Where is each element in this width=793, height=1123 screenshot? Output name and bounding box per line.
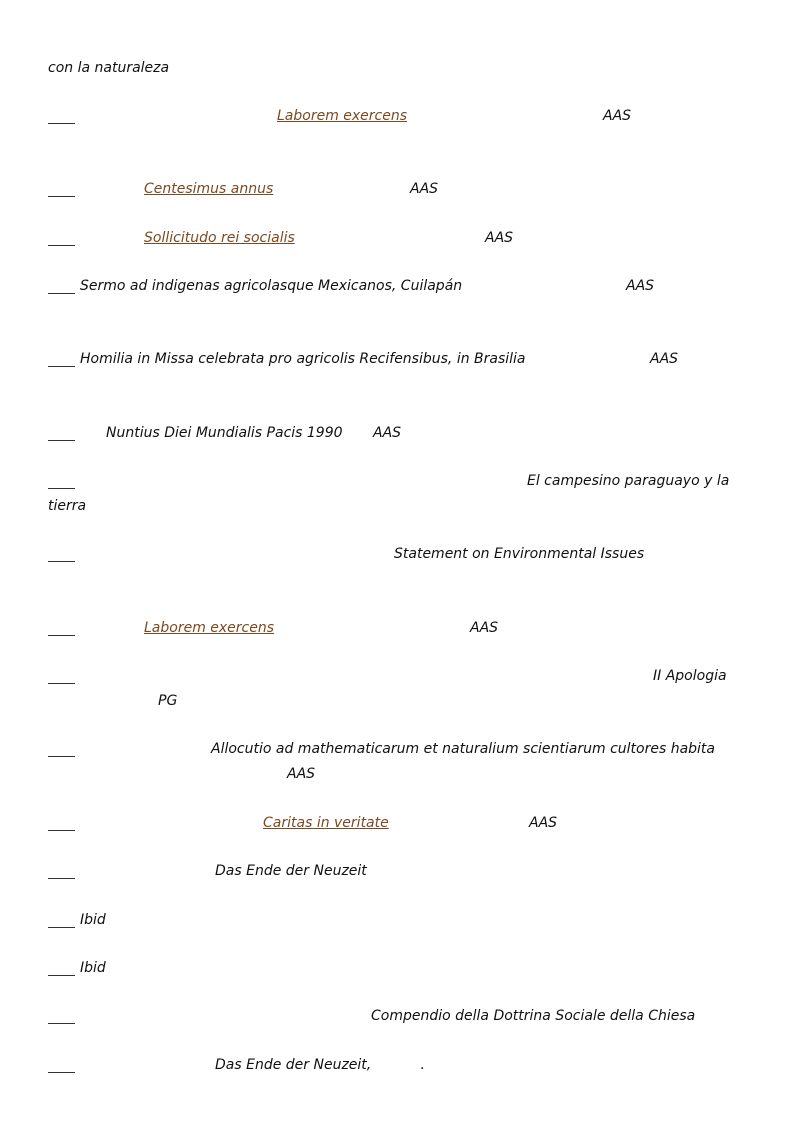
footnote-text-continued: PG: [158, 693, 178, 709]
footnote-text: Ibid: [80, 912, 106, 928]
aas-label: AAS: [410, 181, 439, 197]
laborem-exercens-link[interactable]: Laborem exercens: [277, 108, 408, 124]
footnote-text: Compendio della Dottrina Sociale della Chiesa: [371, 1008, 696, 1024]
footnote-rule: [48, 975, 75, 976]
footnote-rule: [48, 927, 75, 928]
footnote-text: Ibid: [80, 960, 106, 976]
aas-label: AAS: [287, 766, 316, 782]
footnote-period: .: [420, 1057, 425, 1073]
footnote-rule: [48, 440, 75, 441]
footnote-rule: [48, 488, 75, 489]
footnote-rule: [48, 756, 75, 757]
aas-label: AAS: [529, 815, 558, 831]
footnote-text: Statement on Environmental Issues: [394, 546, 645, 562]
aas-label: AAS: [603, 108, 632, 124]
footnote-rule: [48, 1023, 75, 1024]
footnote-rule: [48, 1072, 75, 1073]
intro-text: con la naturaleza: [48, 60, 170, 76]
footnote-rule: [48, 196, 75, 197]
aas-label: AAS: [485, 230, 514, 246]
footnote-text: Homilia in Missa celebrata pro agricolis Recifensibus, in Brasilia: [80, 351, 526, 367]
footnote-rule: [48, 245, 75, 246]
footnote-text: Nuntius Diei Mundialis Pacis 1990: [106, 425, 343, 441]
aas-label: AAS: [626, 278, 655, 294]
laborem-exercens-link[interactable]: Laborem exercens: [144, 620, 275, 636]
footnote-text: El campesino paraguayo y la: [527, 473, 730, 489]
footnote-rule: [48, 635, 75, 636]
footnote-text-continued: tierra: [48, 498, 87, 514]
footnote-text: Das Ende der Neuzeit: [215, 863, 367, 879]
aas-label: AAS: [470, 620, 499, 636]
centesimus-annus-link[interactable]: Centesimus annus: [144, 181, 274, 197]
footnote-rule: [48, 293, 75, 294]
footnote-text: Allocutio ad mathematicarum et naturalium scientiarum cultores habita: [211, 741, 715, 757]
footnote-rule: [48, 830, 75, 831]
footnote-text: II Apologia: [653, 668, 727, 684]
footnote-rule: [48, 123, 75, 124]
sollicitudo-rei-socialis-link[interactable]: Sollicitudo rei socialis: [144, 230, 295, 246]
footnote-rule: [48, 366, 75, 367]
footnote-rule: [48, 683, 75, 684]
caritas-in-veritate-link[interactable]: Caritas in veritate: [263, 815, 389, 831]
aas-label: AAS: [373, 425, 402, 441]
aas-label: AAS: [650, 351, 679, 367]
footnote-text: Das Ende der Neuzeit,: [215, 1057, 372, 1073]
footnote-rule: [48, 561, 75, 562]
footnote-rule: [48, 878, 75, 879]
footnote-text: Sermo ad indigenas agricolasque Mexicanos, Cuilapán: [80, 278, 463, 294]
